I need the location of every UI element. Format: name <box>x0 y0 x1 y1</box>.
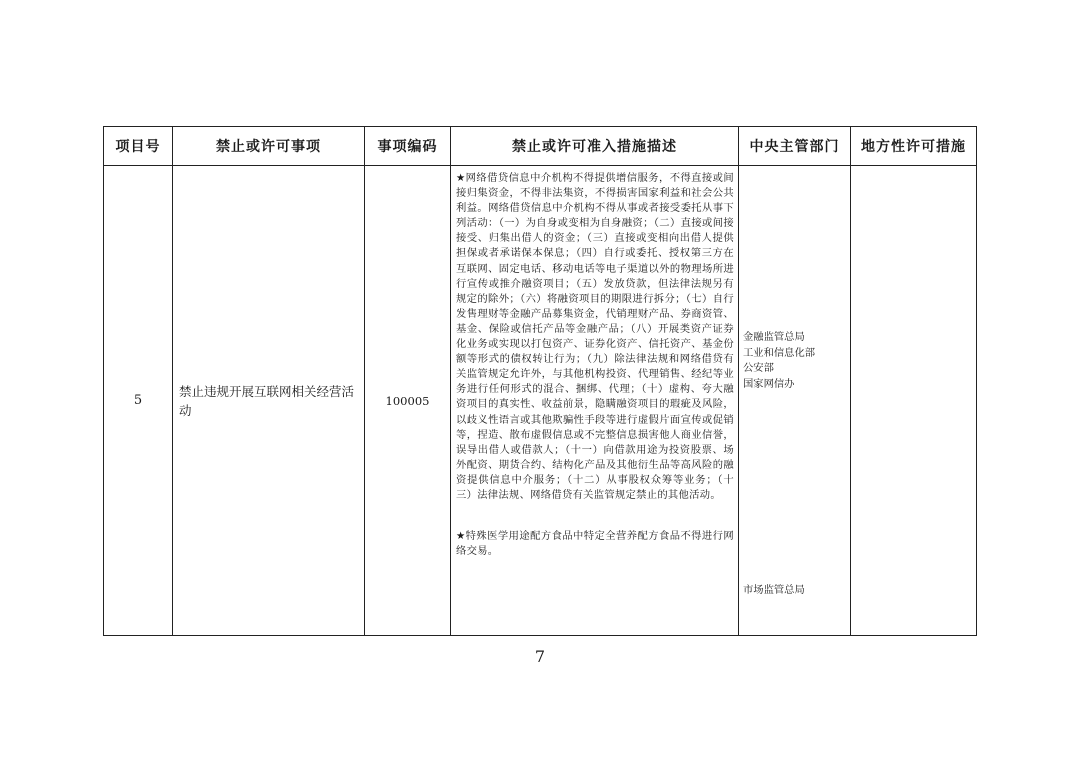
cell-project-number: 5 <box>104 166 173 636</box>
page-number: 7 <box>534 647 546 666</box>
header-project-number: 项目号 <box>104 127 173 166</box>
department-name: 国家网信办 <box>743 377 795 390</box>
department-name: 金融监管总局 <box>743 331 805 343</box>
cell-local-measures <box>851 166 977 636</box>
department-name: 工业和信息化部 <box>743 346 816 359</box>
cell-description <box>451 166 739 636</box>
header-central-department: 中央主管部门 <box>739 127 851 166</box>
cell-item: 禁止违规开展互联网相关经营活动 <box>173 166 365 636</box>
department-list-1 <box>743 330 815 392</box>
regulation-table <box>103 126 977 636</box>
table-row <box>104 166 977 636</box>
description-paragraph-2: ★特殊医学用途配方食品中特定全营养配方食品不得进行网络交易。 <box>456 530 734 558</box>
department-name-2: 市场监管总局 <box>743 584 805 596</box>
header-local-measures: 地方性许可措施 <box>851 127 977 166</box>
header-item: 禁止或许可事项 <box>173 127 365 166</box>
description-paragraph-1: ★网络借贷信息中介机构不得提供增信服务，不得直接或间接归集资金，不得非法集资，不得损害国家利益和社会公共利益。网络借贷信息中介机构不得从事或者接受委托从事下列活动：（一）为自身或变相为自身融资；（二）直接或间接接受、归集出借人的资金；（三）直接或变相向出借人提供担保或者承诺保本保息；（四）自行或委托、授权第三方在互联网、固定电话、移动电话等电子渠道以外的物理场所进行宣传或推介融资项目；（五）发放贷款，但法律法规另有规定的除外；（六）将融资项目的期限进行拆分；（七）自行发售理财等金融产品募集资金，代销理财产品、券商资管、基金、保险或信托产品等金融产品；（八）开展类资产证券化业务或实现以打包资产、证券化资产、信托资产、基金份额等形式的债权转让行为；（九）除法律法规和网络借贷有关监管规定允许外，与其他机构投资、代理销售、经纪等业务进行任何形式的混合、捆绑、代理；（十）虚构、夸大融资项目的真实性、收益前景，隐瞒融资项目的瑕疵及风险，以歧义性语言或其他欺骗性手段等进行虚假片面宣传或促销等，捏造、散布虚假信息或不完整信息损害他人商业信誉，误导出借人或借款人；（十一）向借款用途为投资股票、场外配资、期货合约、结构化产品及其他衍生品等高风险的融资提供信息中介服务；（十二）从事股权众筹等业务；（十三）法律法规、网络借贷有关监管规定禁止的其他活动。 <box>456 172 734 501</box>
header-code: 事项编码 <box>365 127 451 166</box>
department-name: 公安部 <box>743 362 774 374</box>
header-description: 禁止或许可准入措施描述 <box>451 127 739 166</box>
table-header-row <box>104 127 977 166</box>
cell-central-department <box>739 166 851 636</box>
cell-code: 100005 <box>365 166 451 636</box>
